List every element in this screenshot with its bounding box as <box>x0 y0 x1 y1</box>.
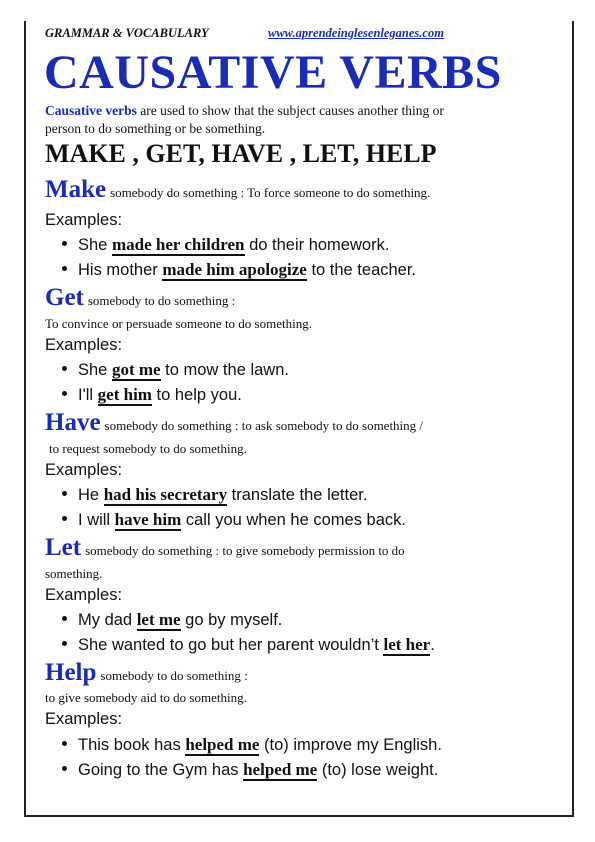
bullet-icon <box>62 266 67 271</box>
bullet-icon <box>62 766 67 771</box>
help-verb: Help <box>45 659 97 686</box>
causative-phrase: got me <box>111 360 161 379</box>
have-example-1: He had his secretary translate the letter. <box>62 485 367 505</box>
bullet-icon <box>62 491 67 496</box>
bullet-icon <box>62 241 67 246</box>
causative-phrase: helped me <box>185 735 260 754</box>
bullet-icon <box>62 366 67 371</box>
make-example-1: She made her children do their homework. <box>62 235 389 255</box>
have-examples-label: Examples: <box>45 461 123 479</box>
make-heading <box>45 176 430 204</box>
help-definition-2: to give somebody aid to do something. <box>45 690 247 705</box>
bullet-icon <box>62 641 67 646</box>
bullet-icon <box>62 516 67 521</box>
let-definition-1: somebody do something : to give somebody permission to do <box>85 543 405 558</box>
let-example-1: My dad let me go by myself. <box>62 610 282 630</box>
have-example-2: I will have him call you when he comes back. <box>62 510 406 530</box>
causative-phrase: had his secretary <box>103 485 228 504</box>
let-examples-label: Examples: <box>45 586 123 604</box>
help-heading <box>45 659 248 687</box>
have-definition-1: somebody do something : to ask somebody to do something / <box>104 418 424 433</box>
let-example-2: She wanted to go but her parent wouldn’t let her. <box>62 635 435 655</box>
have-definition-2: to request somebody to do something. <box>49 441 247 456</box>
get-verb: Get <box>45 284 84 311</box>
let-definition-2: something. <box>45 566 103 581</box>
website-link[interactable]: www.aprendeinglesenleganes.com <box>268 26 444 40</box>
make-examples-label: Examples: <box>45 211 123 229</box>
causative-phrase: let her <box>383 635 431 654</box>
bullet-icon <box>62 741 67 746</box>
verbs-subtitle: MAKE , GET, HAVE , LET, HELP <box>45 139 437 168</box>
causative-phrase: have him <box>114 510 182 529</box>
intro-text-1: are used to show that the subject causes another thing or <box>136 103 444 118</box>
page-title: CAUSATIVE VERBS <box>44 46 502 99</box>
causative-phrase: made him apologize <box>162 260 307 279</box>
intro-line-1 <box>45 103 444 119</box>
have-verb: Have <box>45 409 101 436</box>
make-verb: Make <box>45 176 107 203</box>
causative-phrase: get him <box>97 385 152 404</box>
causative-phrase: made her children <box>111 235 245 254</box>
causative-phrase: let me <box>136 610 181 629</box>
help-examples-label: Examples: <box>45 710 123 728</box>
help-example-2: Going to the Gym has helped me (to) lose weight. <box>62 760 438 780</box>
get-heading <box>45 284 235 312</box>
get-example-1: She got me to mow the lawn. <box>62 360 289 380</box>
let-heading <box>45 534 405 562</box>
get-definition-2: To convince or persuade someone to do something. <box>45 316 312 331</box>
get-definition-1: somebody to do something : <box>87 293 236 308</box>
make-definition: somebody do something : To force someone to do something. <box>110 185 431 200</box>
bullet-icon <box>62 391 67 396</box>
make-example-2: His mother made him apologize to the teacher. <box>62 260 416 280</box>
intro-line-2: person to do something or be something. <box>45 121 266 136</box>
bullet-icon <box>62 616 67 621</box>
have-heading <box>45 409 423 437</box>
section-label: GRAMMAR & VOCABULARY <box>45 26 209 40</box>
get-examples-label: Examples: <box>45 336 123 354</box>
help-definition-1: somebody to do something : <box>100 668 248 683</box>
causative-phrase: helped me <box>243 760 318 779</box>
get-example-2: I'll get him to help you. <box>62 385 242 405</box>
intro-term: Causative verbs <box>45 103 137 118</box>
let-verb: Let <box>45 534 82 561</box>
help-example-1: This book has helped me (to) improve my English. <box>62 735 442 755</box>
